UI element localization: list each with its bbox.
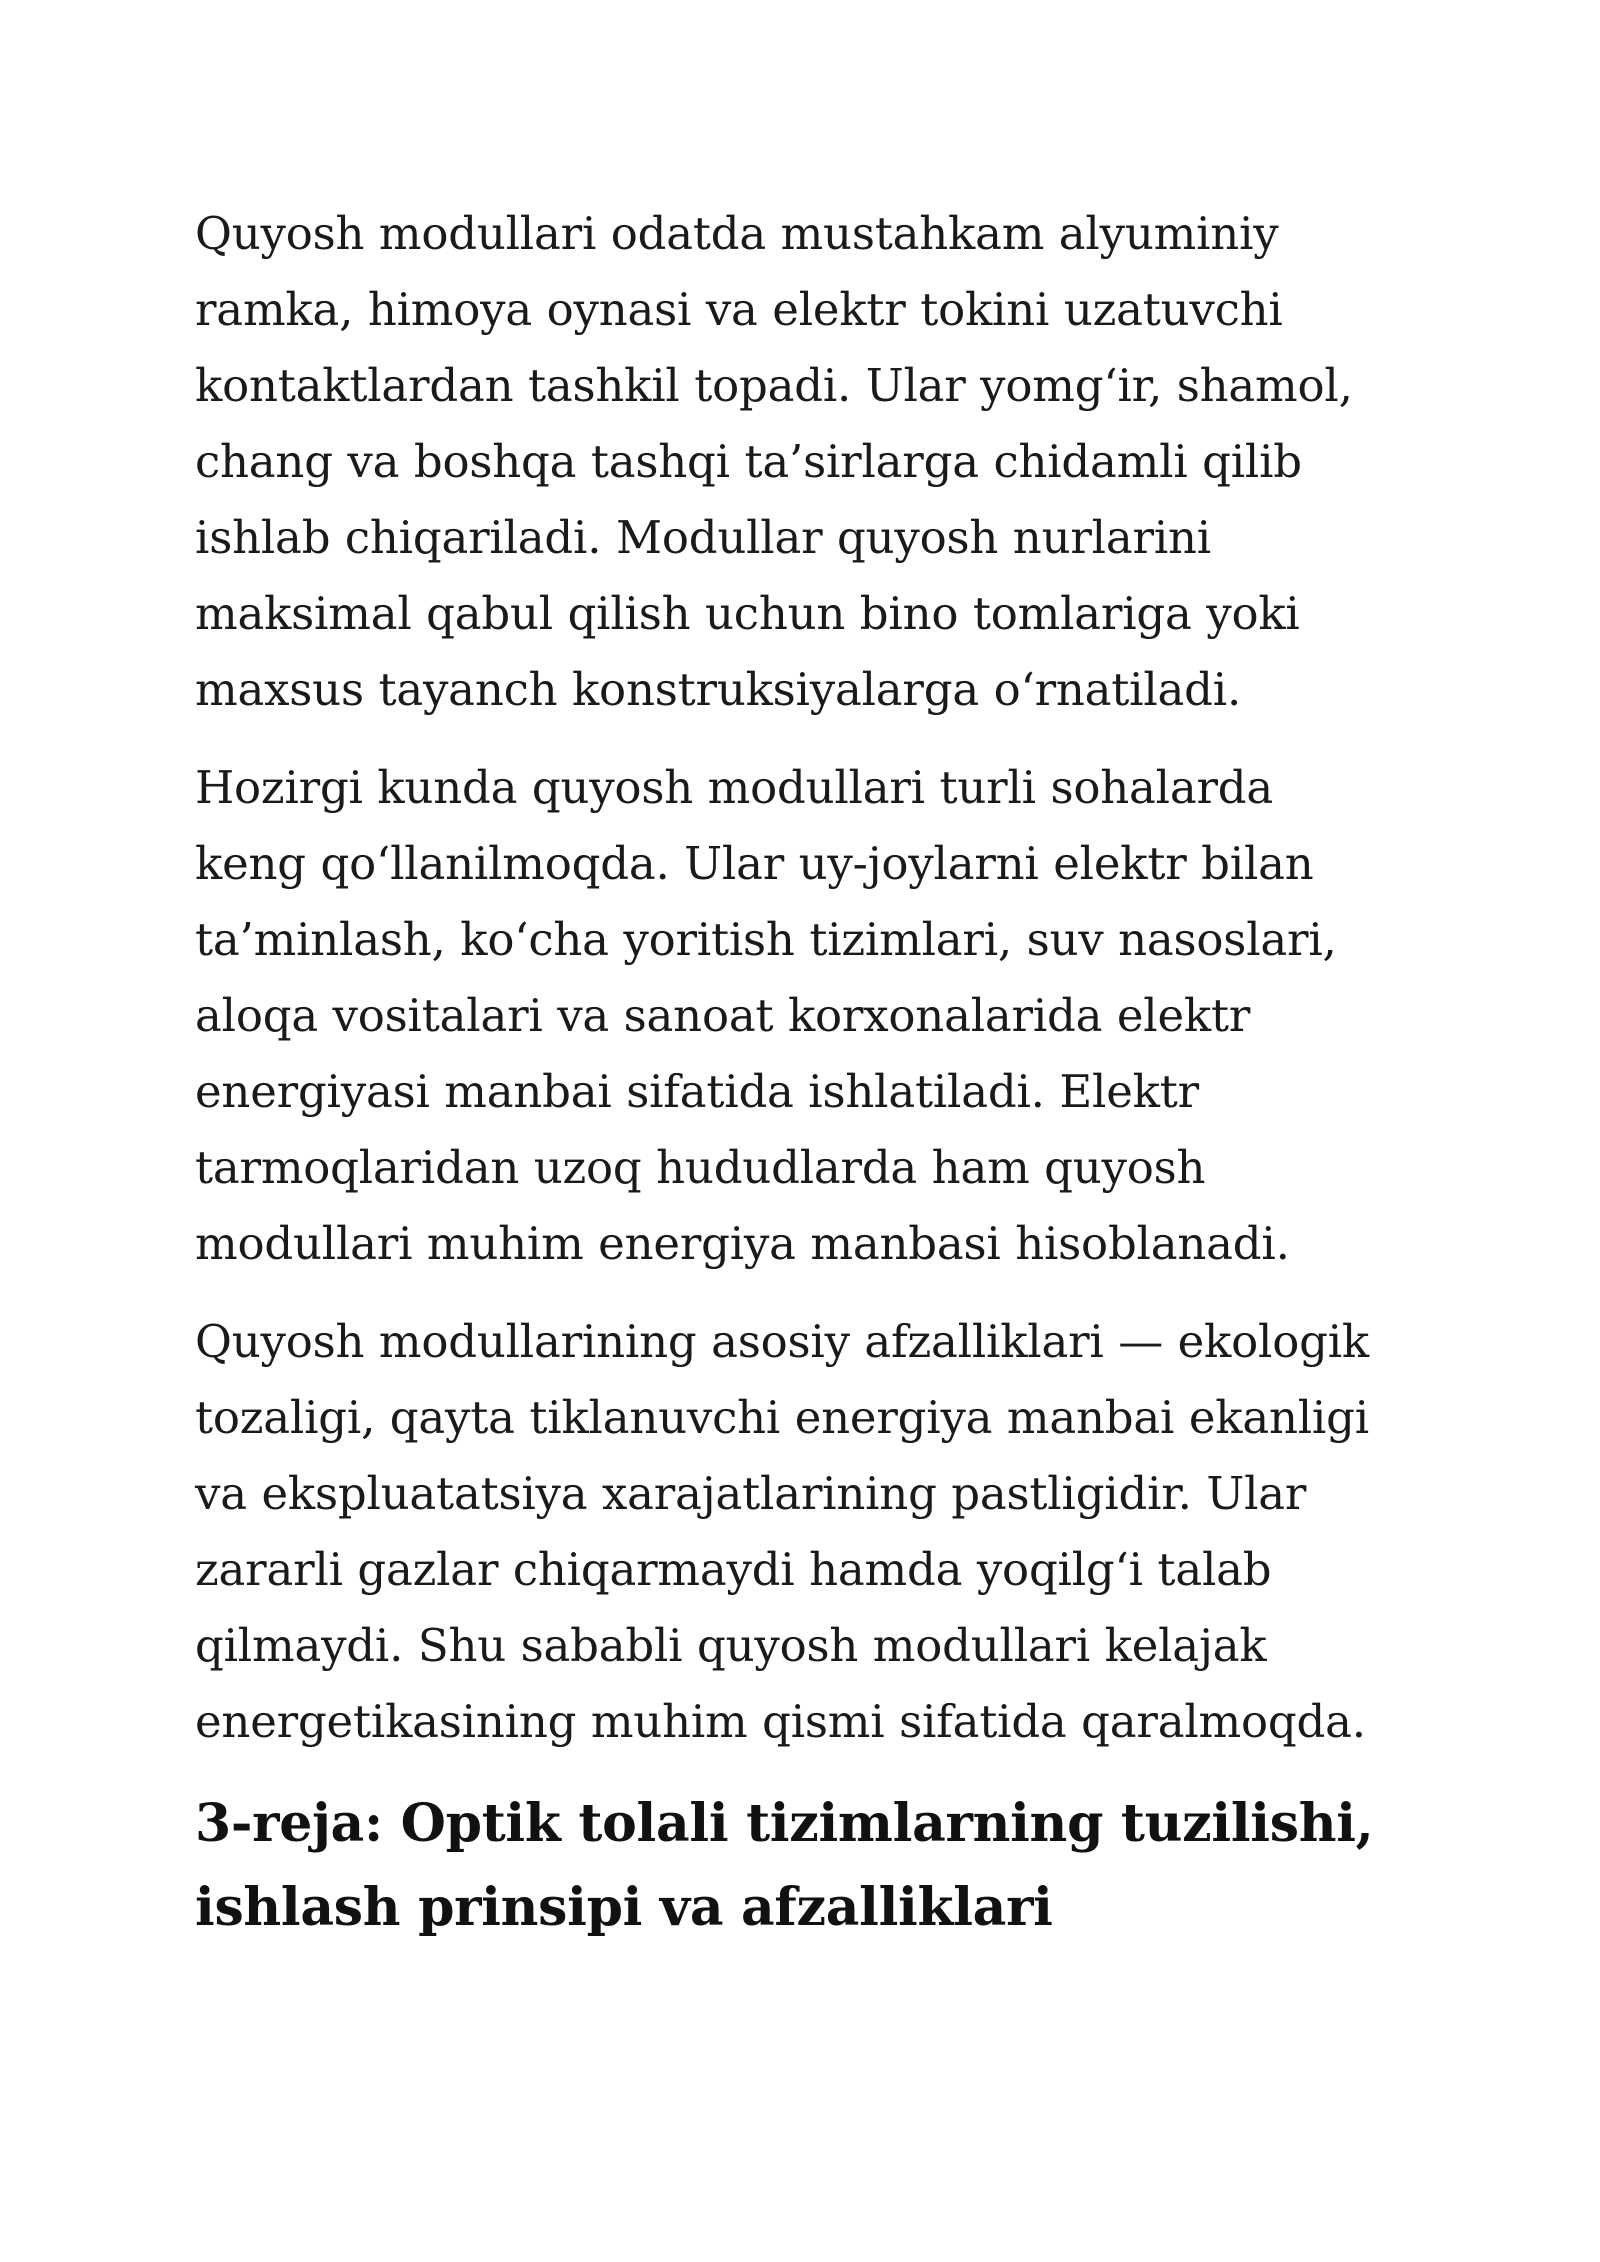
text-line: keng qo‘llanilmoqda. Ular uy-joylarni elektr bilan	[195, 837, 1314, 890]
paragraph-solar-module-construction	[195, 196, 1455, 728]
paragraph-solar-module-applications	[195, 750, 1455, 1282]
text-line: tarmoqlaridan uzoq hududlarda ham quyosh	[195, 1141, 1206, 1194]
text-line: Quyosh modullarining asosiy afzalliklari — ekologik	[195, 1315, 1369, 1368]
text-line: modullari muhim energiya manbasi hisoblanadi.	[195, 1217, 1290, 1270]
text-line: maxsus tayanch konstruksiyalarga o‘rnatiladi.	[195, 663, 1242, 716]
text-line: Quyosh modullari odatda mustahkam alyuminiy	[195, 207, 1279, 260]
text-line: Hozirgi kunda quyosh modullari turli sohalarda	[195, 761, 1274, 814]
text-line: ishlab chiqariladi. Modullar quyosh nurlarini	[195, 511, 1211, 564]
heading-line: ishlash prinsipi va afzalliklari	[195, 1877, 1053, 1938]
text-line: zararli gazlar chiqarmaydi hamda yoqilg‘i talab	[195, 1543, 1272, 1596]
text-line: chang va boshqa tashqi ta’sirlarga chidamli qilib	[195, 435, 1302, 488]
text-line: maksimal qabul qilish uchun bino tomlariga yoki	[195, 587, 1300, 640]
text-line: energiyasi manbai sifatida ishlatiladi. Elektr	[195, 1065, 1199, 1118]
text-line: tozaligi, qayta tiklanuvchi energiya manbai ekanligi	[195, 1391, 1369, 1444]
text-line: ta’minlash, ko‘cha yoritish tizimlari, suv nasoslari,	[195, 913, 1337, 966]
text-line: kontaktlardan tashkil topadi. Ular yomg‘ir, shamol,	[195, 359, 1353, 412]
text-line: ramka, himoya oynasi va elektr tokini uzatuvchi	[195, 283, 1283, 336]
section-heading	[195, 1782, 1455, 1950]
text-line: va ekspluatatsiya xarajatlarining pastligidir. Ular	[195, 1467, 1307, 1520]
text-line: energetikasining muhim qismi sifatida qaralmoqda.	[195, 1695, 1366, 1748]
paragraph-solar-module-advantages	[195, 1304, 1455, 1760]
text-line: aloqa vositalari va sanoat korxonalarida elektr	[195, 989, 1251, 1042]
text-line: qilmaydi. Shu sababli quyosh modullari kelajak	[195, 1619, 1267, 1672]
heading-line: 3-reja: Optik tolali tizimlarning tuzilishi,	[195, 1793, 1374, 1854]
document-page	[195, 196, 1455, 1950]
